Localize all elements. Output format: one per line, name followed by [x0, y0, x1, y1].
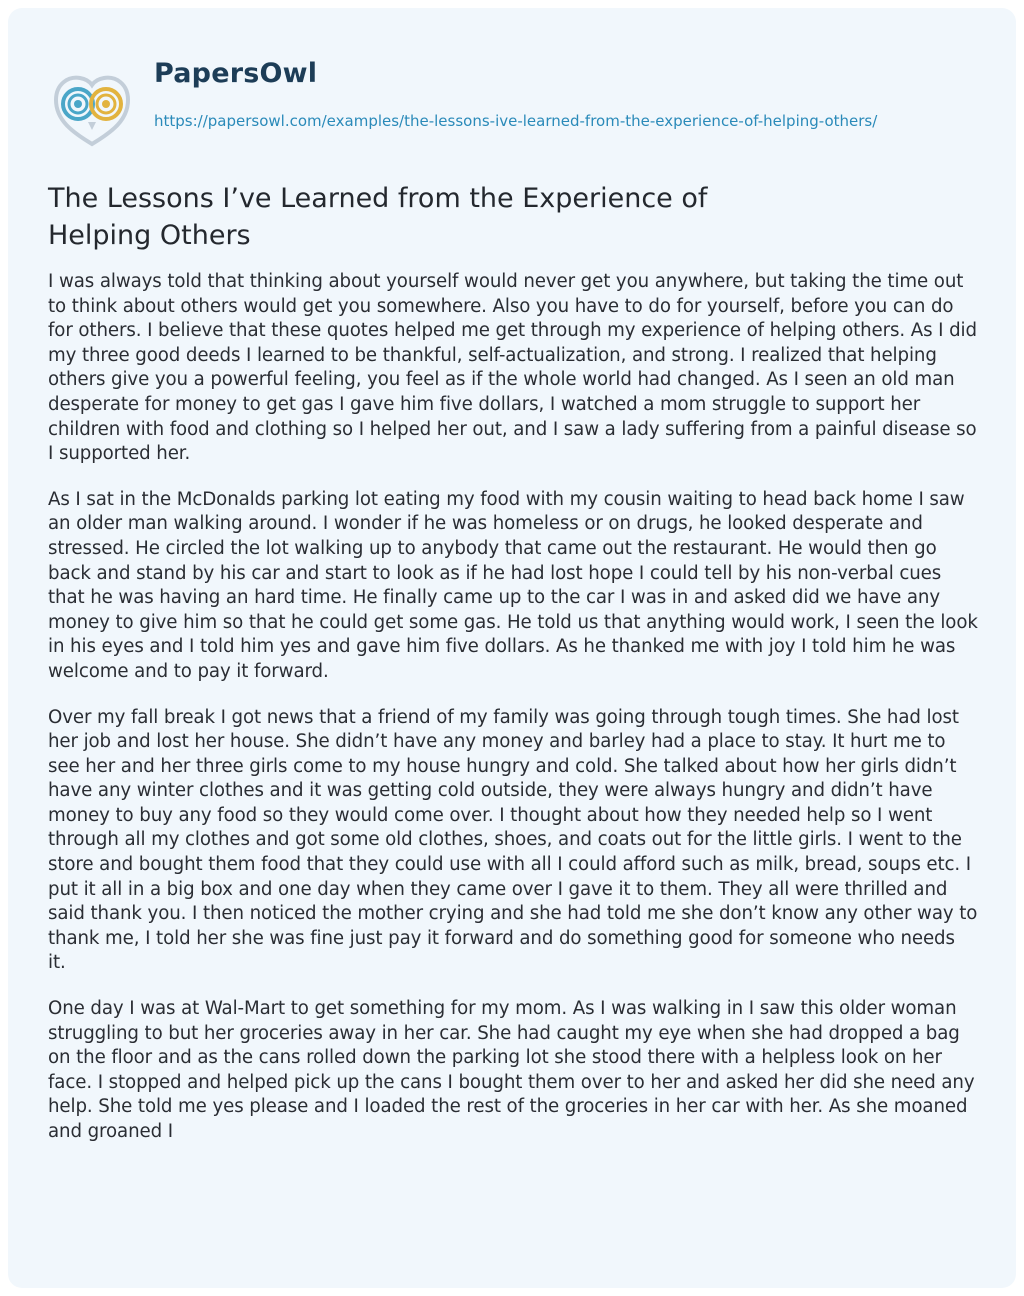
document-page [8, 8, 1016, 1288]
owl-logo-icon-graphic [50, 70, 134, 148]
essay-paragraph-2: As I sat in the McDonalds parking lot eating my food with my cousin waiting to head back home I saw an older man walking around. I wonder if he was homeless or on drugs, he looked desperate and stressed. He circled the lot walking up to anybody that came out the restaurant. He would then go back and stand by his car and start to look as if he had lost hope I could tell by his non-verbal cues that he was having an hard time. He finally came up to the car I was in and asked did we have any money to give him so that he could get some gas. He told us that anything would work, I seen the look in his eyes and I told him yes and gave him five dollars. As he thanked me with joy I told him he was welcome and to pay it forward. [48, 488, 978, 682]
owl-logo-icon[interactable] [50, 70, 134, 148]
site-header [50, 58, 990, 168]
essay-body [48, 270, 978, 1166]
brand-name[interactable]: PapersOwl [154, 58, 318, 89]
source-url-link[interactable]: https://papersowl.com/examples/the-lessons-ive-learned-from-the-experience-of-helping-others/ [154, 112, 878, 130]
essay-paragraph-1: I was always told that thinking about yourself would never get you anywhere, but taking the time out to think about others would get you somewhere. Also you have to do for yourself, before you can do for others. I believe that these quotes helped me get through my experience of helping others. As I did my three good deeds I learned to be thankful, self-actualization, and strong. I realized that helping others give you a powerful feeling, you feel as if the whole world had changed. As I seen an old man desperate for money to get gas I gave him five dollars, I watched a mom struggle to support her children with food and clothing so I helped her out, and I saw a lady suffering from a painful disease so I supported her. [48, 271, 977, 465]
essay-paragraph-4: One day I was at Wal-Mart to get something for my mom. As I was walking in I saw this older woman struggling to but her groceries away in her car. She had caught my eye when she had dropped a bag on the floor and as the cans rolled down the parking lot she stood there with a helpless look on her face. I stopped and helped pick up the cans I bought them over to her and asked her did she need any help. She told me yes please and I loaded the rest of the groceries in her car with her. As she moaned and groaned I [48, 998, 975, 1142]
essay-paragraph-3: Over my fall break I got news that a friend of my family was going through tough times. She had lost her job and lost her house. She didn’t have any money and barley had a place to stay. It hurt me to see her and her three girls come to my house hungry and cold. She talked about how her girls didn’t have any winter clothes and it was getting cold outside, they were always hungry and didn’t have money to buy any food so they would come over. I thought about how they needed help so I went through all my clothes and got some old clothes, shoes, and coats out for the little girls. I went to the store and bought them food that they could use with all I could afford such as milk, bread, soups etc. I put it all in a big box and one day when they came over I gave it to them. They all were thrilled and said thank you. I then noticed the mother crying and she had told me she don’t know any other way to thank me, I told her she was fine just pay it forward and do something good for someone who needs it. [48, 706, 978, 974]
essay-title: The Lessons I’ve Learned from the Experience of Helping Others [48, 183, 708, 251]
